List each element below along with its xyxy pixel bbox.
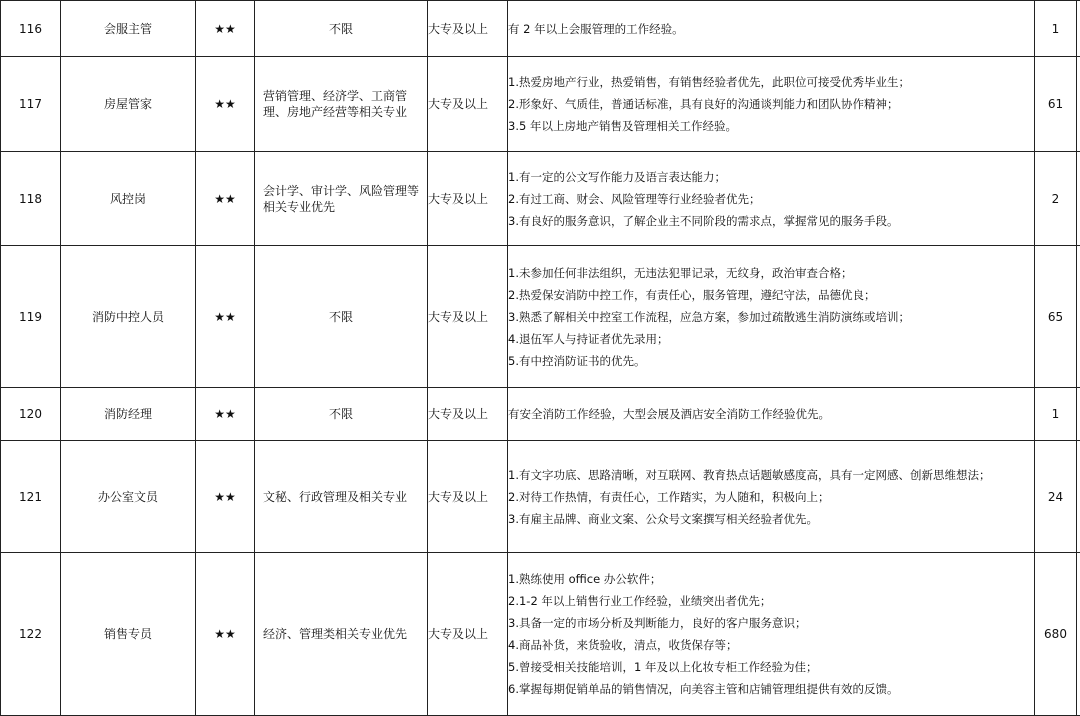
table-row: [1, 1, 1080, 57]
major-cell: 经济、管理类相关专业优先: [255, 553, 428, 716]
major-cell: 不限: [255, 246, 428, 388]
difficulty-stars-cell: ★★: [196, 57, 255, 152]
job-number-cell: 119: [1, 246, 61, 388]
requirement-line: 2.热爱保安消防中控工作，有责任心，服务管理，遵纪守法，品德优良；: [508, 284, 1034, 306]
headcount-cell: 2: [1035, 152, 1077, 246]
job-number-cell: 121: [1, 441, 61, 553]
requirement-line: 3.具备一定的市场分析及判断能力，良好的客户服务意识；: [508, 612, 1034, 634]
trailing-column-cell: [1077, 1, 1080, 57]
difficulty-stars-cell: ★★: [196, 441, 255, 553]
job-number-cell: 117: [1, 57, 61, 152]
difficulty-stars-cell: ★★: [196, 1, 255, 57]
requirements-cell: [508, 553, 1035, 716]
trailing-column-cell: [1077, 246, 1080, 388]
difficulty-stars-cell: ★★: [196, 388, 255, 441]
requirements-cell: [508, 441, 1035, 553]
requirement-line: 3.5 年以上房地产销售及管理相关工作经验。: [508, 115, 1034, 137]
requirement-line: 6.掌握每期促销单品的销售情况，向美容主管和店铺管理组提供有效的反馈。: [508, 678, 1034, 700]
requirement-line: 5.曾接受相关技能培训，1 年及以上化妆专柜工作经验为佳；: [508, 656, 1034, 678]
trailing-column-cell: [1077, 152, 1080, 246]
requirements-cell: [508, 1, 1035, 57]
education-cell: 大专及以上: [428, 553, 508, 716]
requirements-cell: [508, 57, 1035, 152]
trailing-column-cell: [1077, 553, 1080, 716]
requirement-line: 4.商品补货，来货验收，清点，收货保存等；: [508, 634, 1034, 656]
trailing-column-cell: [1077, 441, 1080, 553]
requirement-line: 2.对待工作热情，有责任心，工作踏实，为人随和，积极向上；: [508, 486, 1034, 508]
requirement-line: 4.退伍军人与持证者优先录用；: [508, 328, 1034, 350]
education-cell: 大专及以上: [428, 57, 508, 152]
headcount-cell: 1: [1035, 1, 1077, 57]
requirements-cell: [508, 246, 1035, 388]
requirement-line: 有 2 年以上会服管理的工作经验。: [508, 18, 1034, 40]
trailing-column-cell: [1077, 388, 1080, 441]
requirement-line: 1.熟练使用 office 办公软件；: [508, 568, 1034, 590]
requirement-line: 有安全消防工作经验，大型会展及酒店安全消防工作经验优先。: [508, 403, 1034, 425]
job-number-cell: 116: [1, 1, 61, 57]
headcount-cell: 65: [1035, 246, 1077, 388]
job-title-cell: 办公室文员: [61, 441, 196, 553]
job-title-cell: 房屋管家: [61, 57, 196, 152]
requirement-line: 3.有良好的服务意识，了解企业主不同阶段的需求点，掌握常见的服务手段。: [508, 210, 1034, 232]
headcount-cell: 24: [1035, 441, 1077, 553]
major-cell: 会计学、审计学、风险管理等相关专业优先: [255, 152, 428, 246]
requirement-line: 2.1-2 年以上销售行业工作经验，业绩突出者优先；: [508, 590, 1034, 612]
requirement-line: 3.有雇主品牌、商业文案、公众号文案撰写相关经验者优先。: [508, 508, 1034, 530]
requirement-line: 1.有一定的公文写作能力及语言表达能力；: [508, 166, 1034, 188]
requirement-line: 3.熟悉了解相关中控室工作流程，应急方案，参加过疏散逃生消防演练或培训；: [508, 306, 1034, 328]
table-row: [1, 441, 1080, 553]
requirement-line: 5.有中控消防证书的优先。: [508, 350, 1034, 372]
major-cell: 不限: [255, 1, 428, 57]
table-row: [1, 388, 1080, 441]
job-number-cell: 120: [1, 388, 61, 441]
job-title-cell: 消防中控人员: [61, 246, 196, 388]
job-title-cell: 销售专员: [61, 553, 196, 716]
major-cell: 不限: [255, 388, 428, 441]
difficulty-stars-cell: ★★: [196, 152, 255, 246]
table-row: [1, 152, 1080, 246]
job-title-cell: 会服主管: [61, 1, 196, 57]
headcount-cell: 680: [1035, 553, 1077, 716]
job-number-cell: 118: [1, 152, 61, 246]
table-row: [1, 57, 1080, 152]
education-cell: 大专及以上: [428, 388, 508, 441]
table-row: [1, 246, 1080, 388]
difficulty-stars-cell: ★★: [196, 246, 255, 388]
job-title-cell: 消防经理: [61, 388, 196, 441]
requirements-cell: [508, 152, 1035, 246]
education-cell: 大专及以上: [428, 1, 508, 57]
job-number-cell: 122: [1, 553, 61, 716]
table-row: [1, 553, 1080, 716]
headcount-cell: 1: [1035, 388, 1077, 441]
difficulty-stars-cell: ★★: [196, 553, 255, 716]
education-cell: 大专及以上: [428, 441, 508, 553]
requirement-line: 1.未参加任何非法组织，无违法犯罪记录，无纹身，政治审查合格；: [508, 262, 1034, 284]
requirement-line: 1.有文字功底、思路清晰，对互联网、教育热点话题敏感度高，具有一定网感、创新思维想法；: [508, 464, 1034, 486]
requirement-line: 2.有过工商、财会、风险管理等行业经验者优先；: [508, 188, 1034, 210]
requirement-line: 2.形象好、气质佳，普通话标准，具有良好的沟通谈判能力和团队协作精神；: [508, 93, 1034, 115]
education-cell: 大专及以上: [428, 246, 508, 388]
job-table-body: [1, 1, 1080, 716]
requirement-line: 1.热爱房地产行业，热爱销售，有销售经验者优先，此职位可接受优秀毕业生；: [508, 71, 1034, 93]
major-cell: 营销管理、经济学、工商管理、房地产经营等相关专业: [255, 57, 428, 152]
education-cell: 大专及以上: [428, 152, 508, 246]
major-cell: 文秘、行政管理及相关专业: [255, 441, 428, 553]
job-title-cell: 风控岗: [61, 152, 196, 246]
requirements-cell: [508, 388, 1035, 441]
trailing-column-cell: [1077, 57, 1080, 152]
headcount-cell: 61: [1035, 57, 1077, 152]
